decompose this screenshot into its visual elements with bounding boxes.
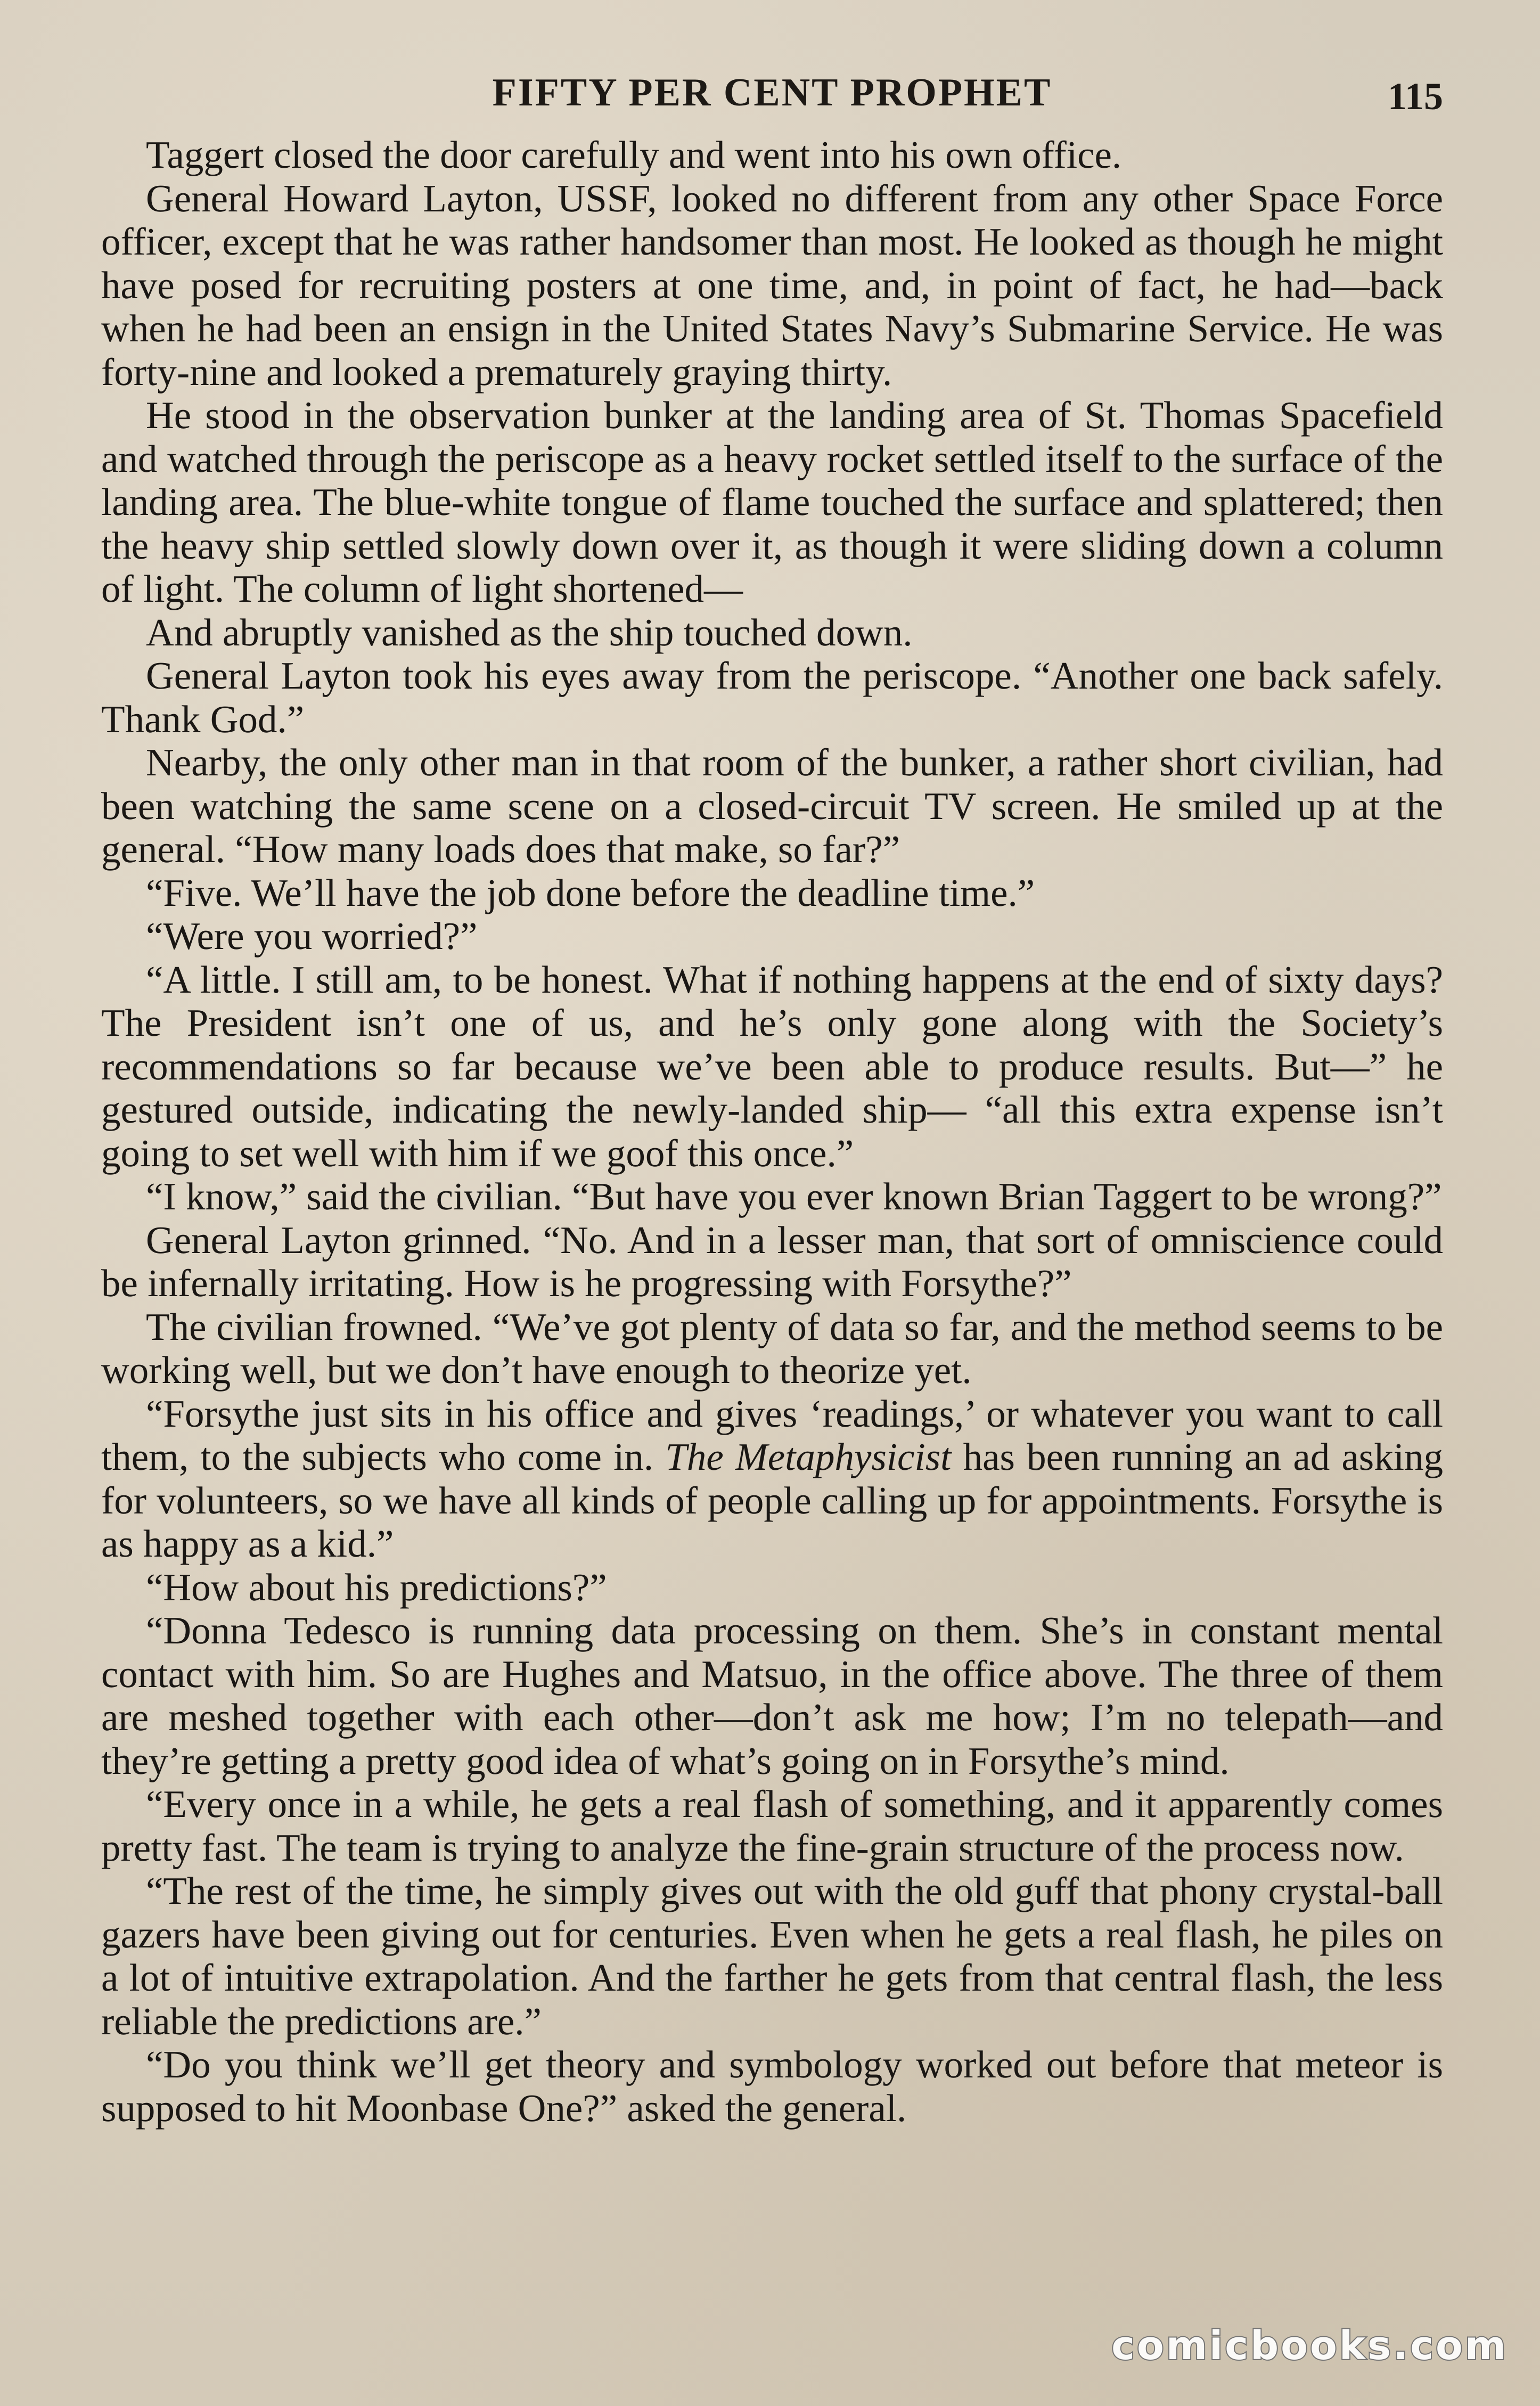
watermark: comicbooks.com xyxy=(1111,2323,1508,2369)
paragraph: The civilian frowned. “We’ve got plenty of data so far, and the method seems to be working well, but we don’t have enough to theorize yet. xyxy=(101,1305,1443,1392)
italic-publication-title: The Metaphysicist xyxy=(665,1435,952,1478)
paragraph: “Donna Tedesco is running data processing on them. She’s in constant mental contact with him. So are Hughes and Matsuo, in the office above. The three of them are meshed together with each other—don’t ask me how; I’m no telepath—and they’re getting a pretty good idea of what’s going on in Forsythe’s mind. xyxy=(101,1609,1443,1782)
paragraph: General Layton grinned. “No. And in a lesser man, that sort of omniscience could be infernally irritating. How is he progressing with Forsythe?” xyxy=(101,1218,1443,1305)
paragraph-with-italic-title xyxy=(101,1392,1443,1566)
paragraph: “The rest of the time, he simply gives out with the old guff that phony crystal-ball gazers have been giving out for centuries. Even when he gets a real flash, he piles on a lot of intuitive extrapolation. And the farther he gets from that central flash, the less reliable the predictions are.” xyxy=(101,1869,1443,2043)
paragraph: “A little. I still am, to be honest. What if nothing happens at the end of sixty days? The President isn’t one of us, and he’s only gone along with the Society’s recommendations so far because we’ve been able to produce results. But—” he gestured outside, indicating the newly-landed ship— “all this extra expense isn’t going to set well with him if we goof this once.” xyxy=(101,958,1443,1175)
paragraph: “Every once in a while, he gets a real flash of something, and it apparently comes pretty fast. The team is trying to analyze the fine-grain structure of the process now. xyxy=(101,1782,1443,1869)
paragraph-lead: “Forsythe just sits in his office and gives ‘readings,’ or whatever you want to call them, to the subjects who come in. xyxy=(101,1392,1443,1478)
body-text xyxy=(101,133,1443,2130)
paragraph: “I know,” said the civilian. “But have you ever known Brian Taggert to be wrong?” xyxy=(146,1175,1442,1218)
paragraph-tail: has been running an ad asking for volunteers, so we have all kinds of people calling up for appointments. Forsythe is as happy as a kid.” xyxy=(101,1435,1443,1565)
paragraph: General Howard Layton, USSF, looked no different from any other Space Force officer, except that he was rather handsomer than most. He looked as though he might have posed for recruiting posters at one time, and, in point of fact, he had—back when he had been an ensign in the United States Navy’s Submarine Service. He was forty-nine and looked a prematurely graying thirty. xyxy=(101,176,1443,394)
paragraph: “Five. We’ll have the job done before the deadline time.” xyxy=(146,871,1035,914)
paragraph: Nearby, the only other man in that room of the bunker, a rather short civilian, had been watching the same scene on a closed-circuit TV screen. He smiled up at the general. “How many loads does that make, so far?” xyxy=(101,741,1443,871)
running-head xyxy=(101,64,1443,122)
page-number: 115 xyxy=(1387,75,1443,118)
paragraph: “How about his predictions?” xyxy=(146,1565,607,1609)
running-title: FIFTY PER CENT PROPHET xyxy=(492,71,1052,114)
paragraph: “Were you worried?” xyxy=(146,914,478,958)
paragraph: And abruptly vanished as the ship touched down. xyxy=(146,610,913,654)
paragraph: He stood in the observation bunker at the landing area of St. Thomas Spacefield and watched through the periscope as a heavy rocket settled itself to the surface of the landing area. The blue-white tongue of flame touched the surface and splattered; then the heavy ship settled slowly down over it, as though it were sliding down a column of light. The column of light shortened— xyxy=(101,394,1443,610)
paragraph: Taggert closed the door carefully and went into his own office. xyxy=(146,133,1122,176)
paragraph: General Layton took his eyes away from the periscope. “Another one back safely. Thank God.” xyxy=(101,654,1443,741)
paragraph: “Do you think we’ll get theory and symbology worked out before that meteor is supposed to hit Moonbase One?” asked the general. xyxy=(101,2043,1443,2130)
